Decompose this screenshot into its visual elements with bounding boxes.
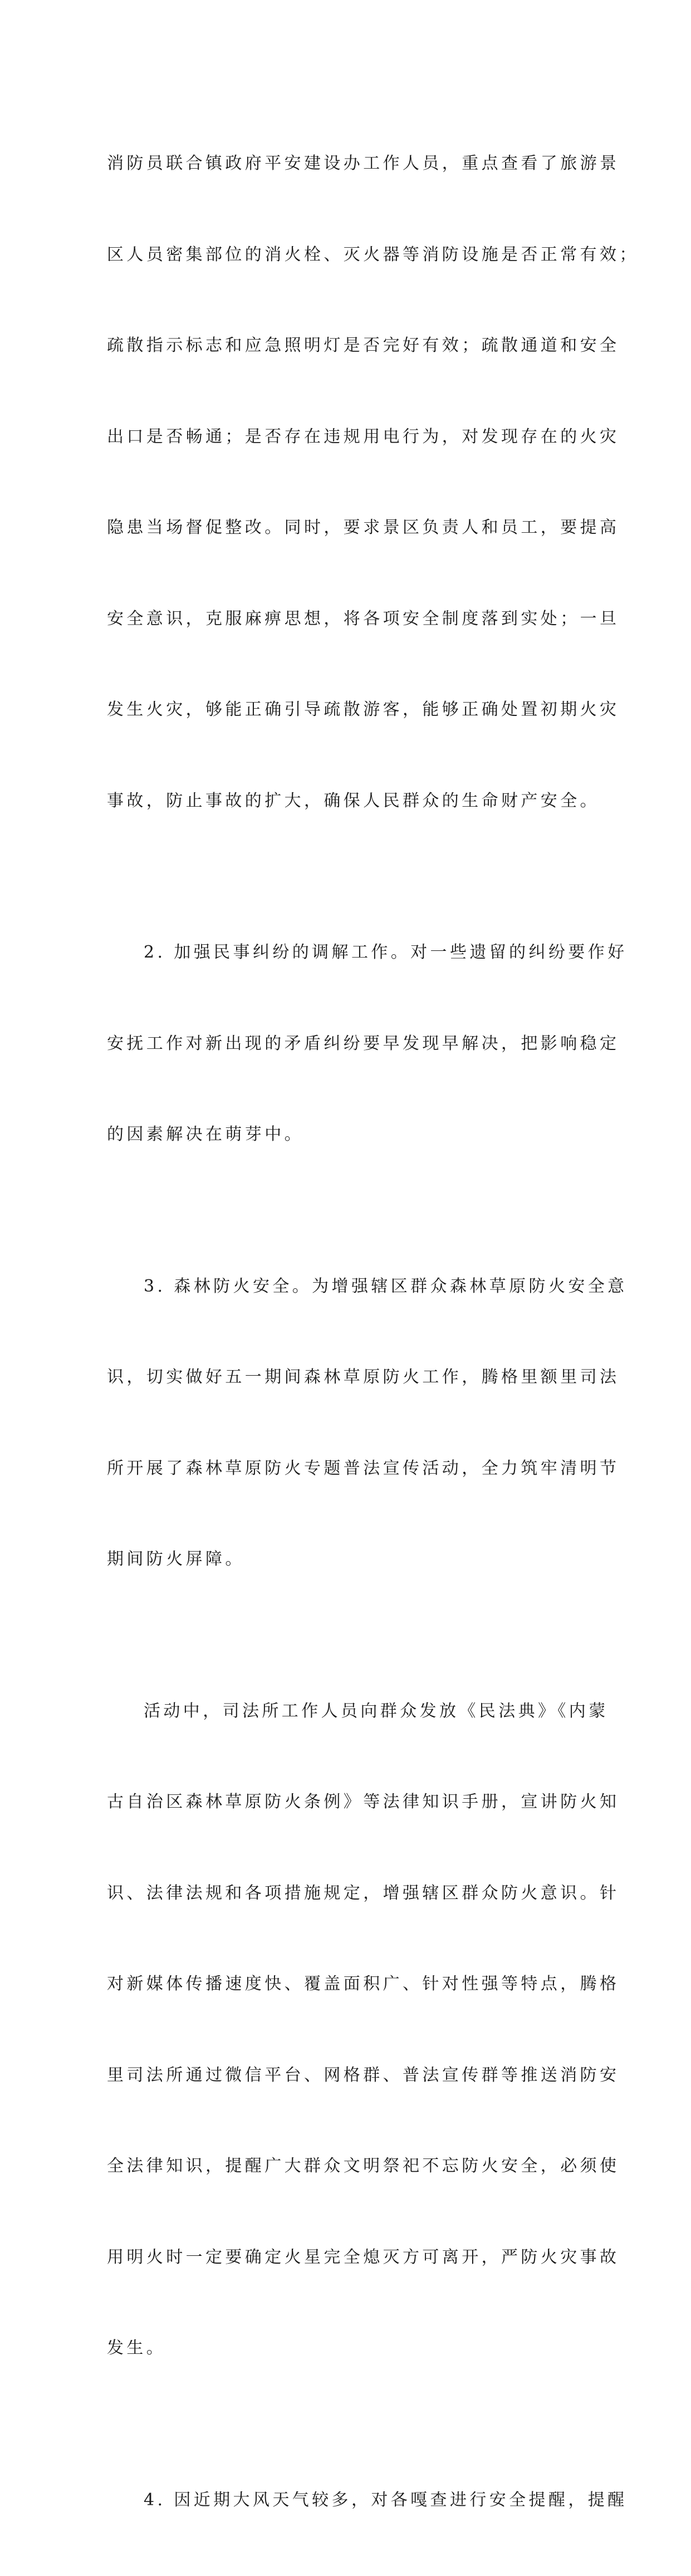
text-line: 出口是否畅通；是否存在违规用电行为，对发现存在的火灾 (107, 422, 585, 453)
text-line: 发生。 (107, 2333, 585, 2364)
document-page (0, 0, 691, 977)
paragraph-item-2-dispute-mediation (107, 877, 585, 1211)
text-line: 古自治区森林草原防火条例》等法律知识手册，宣讲防火知 (107, 1787, 585, 1818)
text-line: 2. 加强民事纠纷的调解工作。对一些遗留的纠纷要作好 (107, 938, 585, 968)
text-line: 安全意识，克服麻痹思想，将各项安全制度落到实处；一旦 (107, 604, 585, 635)
paragraph-item-4-wind-safety (107, 2425, 585, 2576)
text-line: 里司法所通过微信平台、网格群、普法宣传群等推送消防安 (107, 2060, 585, 2091)
text-line: 3. 森林防火安全。为增强辖区群众森林草原防火安全意 (107, 1272, 585, 1302)
text-line: 事故，防止事故的扩大，确保人民群众的生命财产安全。 (107, 786, 585, 817)
text-line: 期间防火屏障。 (107, 1544, 585, 1575)
text-line: 消防员联合镇政府平安建设办工作人员，重点查看了旅游景 (107, 149, 585, 179)
text-line: 活动中，司法所工作人员向群众发放《民法典》《内蒙 (107, 1696, 585, 1727)
paragraph-item-3-forest-fire-safety (107, 1211, 585, 1636)
paragraph-fire-inspection (107, 88, 585, 877)
text-line: 发生火灾，够能正确引导疏散游客，能够正确处置初期火灾 (107, 695, 585, 725)
text-line: 全法律知识，提醒广大群众文明祭祀不忘防火安全，必须使 (107, 2151, 585, 2182)
text-line: 隐患当场督促整改。同时，要求景区负责人和员工，要提高 (107, 513, 585, 543)
text-line: 识、法律法规和各项措施规定，增强辖区群众防火意识。针 (107, 1878, 585, 1909)
text-line: 用明火时一定要确定火星完全熄灭方可离开，严防火灾事故 (107, 2243, 585, 2273)
text-line: 疏散指示标志和应急照明灯是否完好有效；疏散通道和安全 (107, 331, 585, 361)
text-line: 区人员密集部位的消火栓、灭火器等消防设施是否正常有效； (107, 240, 585, 271)
text-line: 的因素解决在萌芽中。 (107, 1120, 585, 1150)
text-line: 识，切实做好五一期间森林草原防火工作，腾格里额里司法 (107, 1362, 585, 1393)
document-body (107, 88, 585, 2576)
text-line: 所开展了森林草原防火专题普法宣传活动，全力筑牢清明节 (107, 1454, 585, 1484)
text-line: 安抚工作对新出现的矛盾纠纷要早发现早解决，把影响稳定 (107, 1029, 585, 1059)
text-line: 4. 因近期大风天气较多，对各嘎查进行安全提醒，提醒 (107, 2485, 585, 2516)
text-line: 对新媒体传播速度快、覆盖面积广、针对性强等特点，腾格 (107, 1969, 585, 2000)
paragraph-activity-details (107, 1636, 585, 2425)
